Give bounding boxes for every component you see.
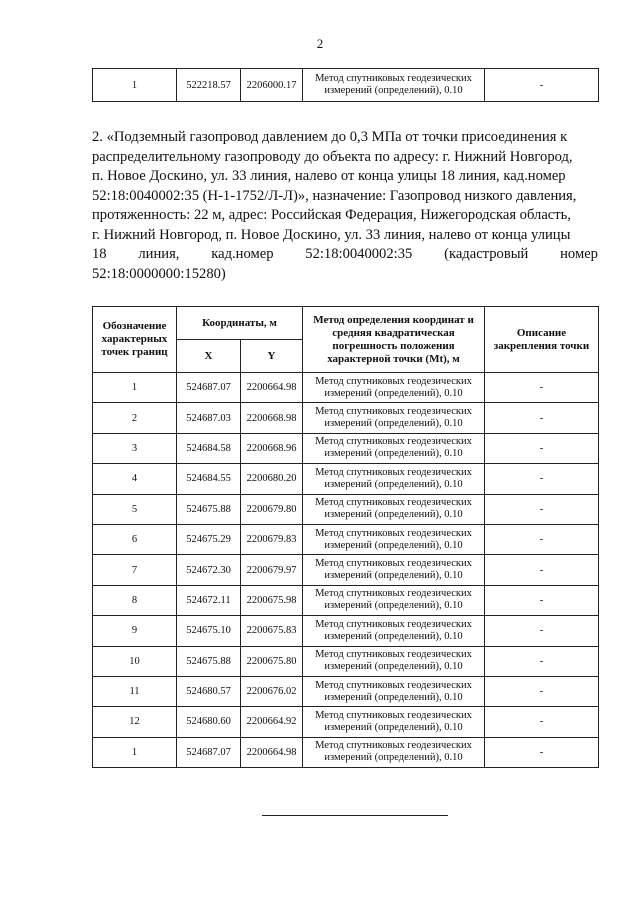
paragraph-line: распределительному газопроводу до объекта по адресу: г. Нижний Новгород, xyxy=(92,148,573,165)
point-cell: 5 xyxy=(93,494,177,524)
fixing-cell: - xyxy=(485,69,599,102)
method-line: Метод спутниковых геодезических xyxy=(315,558,472,570)
fixing-cell: - xyxy=(485,585,599,615)
method-line: измерений (определений), 0.10 xyxy=(324,661,463,673)
y-coordinate-cell: 2206000.17 xyxy=(241,69,303,102)
table-row xyxy=(93,524,599,554)
paragraph-word: линия, xyxy=(138,246,180,262)
header-x: X xyxy=(177,340,241,373)
method-cell xyxy=(303,373,485,403)
paragraph-word: кад.номер xyxy=(211,246,274,262)
y-coordinate-cell: 2200675.98 xyxy=(241,585,303,615)
y-coordinate-cell: 2200676.02 xyxy=(241,676,303,706)
point-cell: 1 xyxy=(93,373,177,403)
top-coordinates-table xyxy=(92,68,599,102)
x-coordinate-cell: 524680.60 xyxy=(177,707,241,737)
header-fixing: Описание закрепления точки xyxy=(485,307,599,373)
method-line: измерений (определений), 0.10 xyxy=(324,691,463,703)
table-row xyxy=(93,69,599,102)
table-row xyxy=(93,676,599,706)
table-row xyxy=(93,373,599,403)
fixing-cell: - xyxy=(485,616,599,646)
y-coordinate-cell: 2200664.98 xyxy=(241,373,303,403)
paragraph-word: 18 xyxy=(92,246,107,262)
method-line: измерений (определений), 0.10 xyxy=(324,630,463,642)
paragraph-line: протяженность: 22 м, адрес: Российская Федерация, Нижегородская область, xyxy=(92,207,571,223)
y-coordinate-cell: 2200679.97 xyxy=(241,555,303,585)
y-coordinate-cell: 2200668.96 xyxy=(241,433,303,463)
table-row xyxy=(93,494,599,524)
method-line: Метод спутниковых геодезических xyxy=(315,497,472,509)
table-row xyxy=(93,585,599,615)
y-coordinate-cell: 2200675.83 xyxy=(241,616,303,646)
y-coordinate-cell: 2200668.98 xyxy=(241,403,303,433)
method-cell xyxy=(303,433,485,463)
footer-divider xyxy=(262,815,448,816)
y-coordinate-cell: 2200675.80 xyxy=(241,646,303,676)
x-coordinate-cell: 524684.55 xyxy=(177,464,241,494)
object-description xyxy=(92,128,598,284)
fixing-cell: - xyxy=(485,676,599,706)
fixing-cell: - xyxy=(485,707,599,737)
y-coordinate-cell: 2200664.98 xyxy=(241,737,303,767)
x-coordinate-cell: 524687.03 xyxy=(177,403,241,433)
paragraph-line: п. Новое Доскино, ул. 33 линия, налево от конца улицы 18 линия, кад.номер xyxy=(92,168,566,184)
fixing-cell: - xyxy=(485,737,599,767)
table-header xyxy=(93,307,599,373)
characteristic-points-table xyxy=(92,306,599,768)
point-cell: 3 xyxy=(93,433,177,463)
method-cell xyxy=(303,616,485,646)
method-cell xyxy=(303,585,485,615)
method-line: измерений (определений), 0.10 xyxy=(324,478,463,490)
y-coordinate-cell: 2200679.83 xyxy=(241,524,303,554)
point-cell: 2 xyxy=(93,403,177,433)
method-line: измерений (определений), 0.10 xyxy=(324,387,463,399)
method-line: измерений (определений), 0.10 xyxy=(324,600,463,612)
method-line: измерений (определений), 0.10 xyxy=(324,418,463,430)
method-cell xyxy=(303,464,485,494)
method-line: Метод спутниковых геодезических xyxy=(315,527,472,539)
x-coordinate-cell: 524675.10 xyxy=(177,616,241,646)
method-line: Метод спутниковых геодезических xyxy=(315,618,472,630)
method-line: измерений (определений), 0.10 xyxy=(324,448,463,460)
x-coordinate-cell: 524684.58 xyxy=(177,433,241,463)
point-cell: 10 xyxy=(93,646,177,676)
table-row xyxy=(93,646,599,676)
fixing-cell: - xyxy=(485,555,599,585)
method-line: измерений (определений), 0.10 xyxy=(324,85,463,96)
table-row xyxy=(93,707,599,737)
method-line: измерений (определений), 0.10 xyxy=(324,570,463,582)
top-table-body xyxy=(93,69,599,102)
method-cell xyxy=(303,646,485,676)
paragraph-word: 52:18:0040002:35 xyxy=(305,246,413,262)
point-cell: 4 xyxy=(93,464,177,494)
method-line: Метод спутниковых геодезических xyxy=(315,740,472,752)
table-row xyxy=(93,403,599,433)
x-coordinate-cell: 524687.07 xyxy=(177,373,241,403)
header-method: Метод определения координат и средняя квадратическая погрешность положения характерной точки (Mt), м xyxy=(303,307,485,373)
fixing-cell: - xyxy=(485,524,599,554)
method-line: Метод спутниковых геодезических xyxy=(315,436,472,448)
x-coordinate-cell: 522218.57 xyxy=(177,69,241,102)
method-cell xyxy=(303,524,485,554)
page-number: 2 xyxy=(316,36,324,51)
header-y: Y xyxy=(241,340,303,373)
header-coordinates: Координаты, м xyxy=(177,307,303,340)
paragraph-word: (кадастровый xyxy=(444,246,529,262)
paragraph-line: г. Нижний Новгород, п. Новое Доскино, ул. 33 линия, налево от конца улицы xyxy=(92,226,571,243)
x-coordinate-cell: 524680.57 xyxy=(177,676,241,706)
point-cell: 7 xyxy=(93,555,177,585)
header-designation: Обозначение характерных точек границ xyxy=(93,307,177,373)
fixing-cell: - xyxy=(485,403,599,433)
method-line: Метод спутниковых геодезических xyxy=(315,73,472,84)
x-coordinate-cell: 524672.11 xyxy=(177,585,241,615)
method-cell xyxy=(303,737,485,767)
point-cell: 9 xyxy=(93,616,177,646)
table-row xyxy=(93,616,599,646)
method-line: Метод спутниковых геодезических xyxy=(315,406,472,418)
paragraph-line: 2. «Подземный газопровод давлением до 0,3 МПа от точки присоединения к xyxy=(92,129,568,145)
method-cell xyxy=(303,676,485,706)
table-row xyxy=(93,433,599,463)
method-line: измерений (определений), 0.10 xyxy=(324,752,463,764)
method-line: Метод спутниковых геодезических xyxy=(315,375,472,387)
x-coordinate-cell: 524675.29 xyxy=(177,524,241,554)
point-cell: 8 xyxy=(93,585,177,615)
fixing-cell: - xyxy=(485,433,599,463)
method-line: Метод спутниковых геодезических xyxy=(315,679,472,691)
paragraph-line: 52:18:0040002:35 (Н-1-1752/Л-Л)», назначение: Газопровод низкого давления, xyxy=(92,187,577,204)
method-line: Метод спутниковых геодезических xyxy=(315,709,472,721)
point-cell: 11 xyxy=(93,676,177,706)
table-row xyxy=(93,464,599,494)
method-line: измерений (определений), 0.10 xyxy=(324,539,463,551)
table-row xyxy=(93,555,599,585)
fixing-cell: - xyxy=(485,373,599,403)
x-coordinate-cell: 524675.88 xyxy=(177,494,241,524)
y-coordinate-cell: 2200680.20 xyxy=(241,464,303,494)
method-line: измерений (определений), 0.10 xyxy=(324,509,463,521)
y-coordinate-cell: 2200679.80 xyxy=(241,494,303,524)
point-cell: 12 xyxy=(93,707,177,737)
paragraph-line: 52:18:0000000:15280) xyxy=(92,265,226,282)
x-coordinate-cell: 524687.07 xyxy=(177,737,241,767)
method-cell xyxy=(303,555,485,585)
fixing-cell: - xyxy=(485,464,599,494)
method-cell xyxy=(303,69,485,102)
table-body xyxy=(93,373,599,768)
point-cell: 1 xyxy=(93,737,177,767)
point-cell: 6 xyxy=(93,524,177,554)
fixing-cell: - xyxy=(485,646,599,676)
y-coordinate-cell: 2200664.92 xyxy=(241,707,303,737)
table-row xyxy=(93,737,599,767)
method-line: измерений (определений), 0.10 xyxy=(324,721,463,733)
paragraph-word: номер xyxy=(560,246,598,262)
x-coordinate-cell: 524672.30 xyxy=(177,555,241,585)
method-cell xyxy=(303,494,485,524)
fixing-cell: - xyxy=(485,494,599,524)
method-cell xyxy=(303,403,485,433)
x-coordinate-cell: 524675.88 xyxy=(177,646,241,676)
method-line: Метод спутниковых геодезических xyxy=(315,466,472,478)
point-cell: 1 xyxy=(93,69,177,102)
method-cell xyxy=(303,707,485,737)
method-line: Метод спутниковых геодезических xyxy=(315,649,472,661)
method-line: Метод спутниковых геодезических xyxy=(315,588,472,600)
paragraph-justified-line xyxy=(92,245,598,265)
